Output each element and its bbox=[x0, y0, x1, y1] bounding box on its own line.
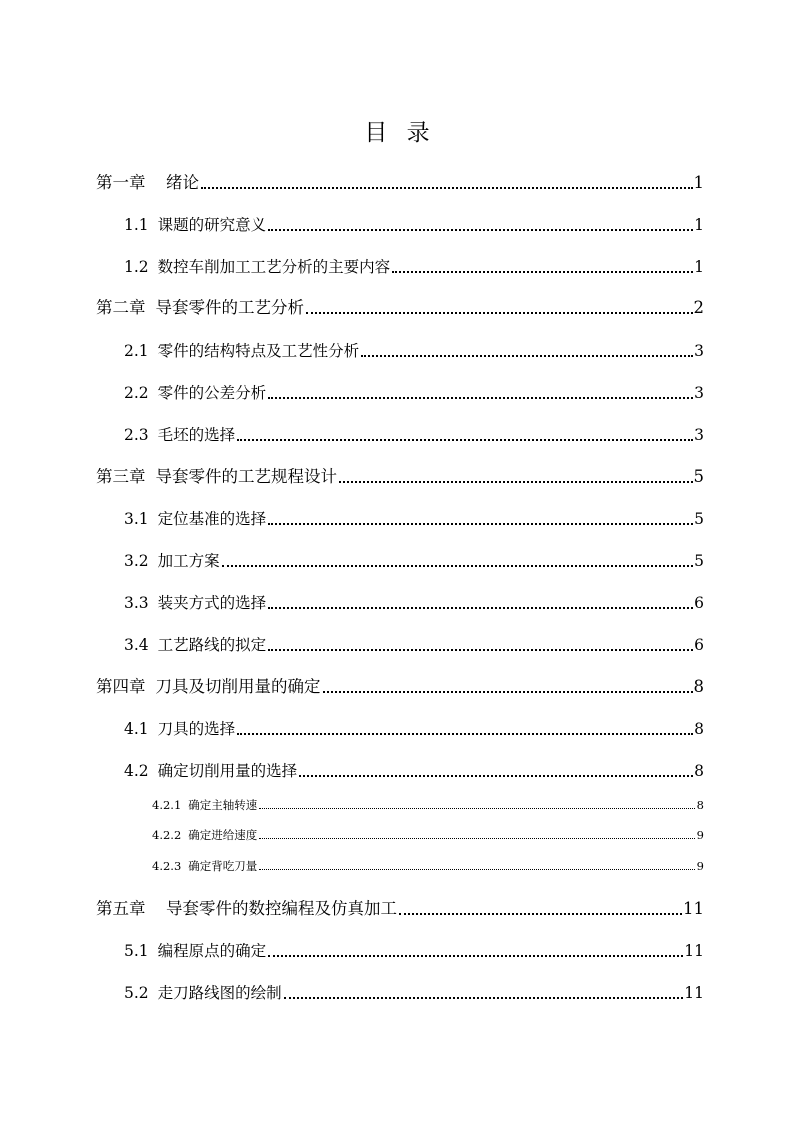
toc-entry[interactable] bbox=[152, 797, 704, 813]
toc-entry-number: 4.2 bbox=[124, 762, 149, 780]
toc-entry-page-number: 3 bbox=[694, 384, 704, 402]
dot-leader bbox=[392, 271, 693, 273]
toc-entry-label: 编程原点的确定 bbox=[157, 942, 267, 960]
toc-entry-label: 走刀路线图的绘制 bbox=[157, 984, 282, 1002]
toc-entry-label: 零件的公差分析 bbox=[157, 384, 267, 402]
toc-entry-page-number: 6 bbox=[694, 636, 704, 654]
dot-leader bbox=[268, 523, 693, 525]
dot-leader bbox=[323, 691, 693, 693]
dot-leader bbox=[268, 607, 693, 609]
toc-entry-label: 刀具的选择 bbox=[157, 720, 236, 738]
toc-entry[interactable] bbox=[124, 424, 704, 446]
toc-entry[interactable] bbox=[152, 858, 704, 874]
toc-entry-number: 3.4 bbox=[124, 636, 149, 654]
toc-entry-number: 4.2.1 bbox=[152, 798, 182, 812]
toc-entry-number: 5.2 bbox=[124, 984, 149, 1002]
dot-leader bbox=[339, 481, 693, 483]
toc-entry-label: 导套零件的工艺分析 bbox=[155, 298, 304, 317]
toc-entry-label: 加工方案 bbox=[157, 552, 220, 570]
toc-entry[interactable] bbox=[96, 676, 704, 698]
toc-entry[interactable] bbox=[124, 214, 704, 236]
toc-entry-page-number: 8 bbox=[696, 798, 704, 812]
dot-leader bbox=[306, 312, 693, 314]
dot-leader bbox=[237, 733, 693, 735]
toc-entry-page-number: 5 bbox=[694, 510, 704, 528]
toc-entry-label: 毛坯的选择 bbox=[157, 426, 236, 444]
toc-entry-label: 确定背吃刀量 bbox=[188, 859, 258, 873]
toc-entry[interactable] bbox=[96, 466, 704, 488]
toc-entry-number: 5.1 bbox=[124, 942, 149, 960]
toc-entry[interactable] bbox=[124, 592, 704, 614]
toc-title: 目 录 bbox=[364, 120, 436, 146]
dot-leader bbox=[284, 997, 684, 999]
toc-entry-number: 1.2 bbox=[124, 258, 149, 276]
toc-entry-page-number: 2 bbox=[693, 298, 704, 317]
toc-entry[interactable] bbox=[96, 297, 704, 319]
toc-entry-label: 导套零件的工艺规程设计 bbox=[155, 467, 337, 486]
toc-entry-label: 导套零件的数控编程及仿真加工 bbox=[155, 899, 397, 918]
toc-entry[interactable] bbox=[124, 940, 704, 962]
toc-entry[interactable] bbox=[124, 256, 704, 278]
dot-leader bbox=[259, 869, 695, 870]
toc-entry-page-number: 11 bbox=[684, 942, 704, 960]
toc-entry-page-number: 1 bbox=[693, 173, 704, 192]
toc-entry-number: 3.1 bbox=[124, 510, 149, 528]
toc-entry-label: 课题的研究意义 bbox=[157, 216, 267, 234]
toc-entry-page-number: 3 bbox=[694, 426, 704, 444]
toc-entry[interactable] bbox=[124, 982, 704, 1004]
dot-leader bbox=[268, 955, 683, 957]
dot-leader bbox=[237, 439, 693, 441]
toc-entry-page-number: 8 bbox=[694, 720, 704, 738]
dot-leader bbox=[361, 355, 693, 357]
toc-entry-number: 第三章 bbox=[96, 467, 146, 486]
toc-entry-label: 确定主轴转速 bbox=[188, 798, 258, 812]
toc-entry[interactable] bbox=[124, 508, 704, 530]
dot-leader bbox=[222, 565, 693, 567]
toc-entry[interactable] bbox=[124, 382, 704, 404]
toc-entry-number: 4.2.3 bbox=[152, 859, 182, 873]
toc-entry-page-number: 9 bbox=[696, 859, 704, 873]
toc-entry-page-number: 8 bbox=[694, 762, 704, 780]
toc-entry-label: 确定进给速度 bbox=[188, 828, 258, 842]
toc-entry-number: 1.1 bbox=[124, 216, 149, 234]
toc-entry-label: 绪论 bbox=[155, 173, 199, 192]
dot-leader bbox=[259, 808, 695, 809]
toc-entry-label: 装夹方式的选择 bbox=[157, 594, 267, 612]
toc-entry-page-number: 9 bbox=[696, 828, 704, 842]
toc-entry-number: 2.1 bbox=[124, 342, 149, 360]
toc-entry-label: 定位基准的选择 bbox=[157, 510, 267, 528]
toc-entry[interactable] bbox=[124, 634, 704, 656]
toc-entry-number: 第五章 bbox=[96, 899, 146, 918]
toc-entry-number: 4.2.2 bbox=[152, 828, 182, 842]
toc-entry-label: 确定切削用量的选择 bbox=[157, 762, 298, 780]
toc-entry-number: 3.2 bbox=[124, 552, 149, 570]
toc-entry-number: 4.1 bbox=[124, 720, 149, 738]
toc-entry-label: 刀具及切削用量的确定 bbox=[155, 677, 321, 696]
toc-entry-label: 零件的结构特点及工艺性分析 bbox=[157, 342, 360, 360]
dot-leader bbox=[268, 229, 693, 231]
toc-entry[interactable] bbox=[124, 718, 704, 740]
toc-entry-number: 第一章 bbox=[96, 173, 146, 192]
toc-entry-label: 数控车削加工工艺分析的主要内容 bbox=[157, 258, 391, 276]
dot-leader bbox=[268, 649, 693, 651]
toc-entry[interactable] bbox=[96, 172, 704, 194]
toc-entry-number: 2.2 bbox=[124, 384, 149, 402]
toc-entry[interactable] bbox=[124, 760, 704, 782]
toc-entry-page-number: 11 bbox=[683, 899, 704, 918]
dot-leader bbox=[399, 913, 682, 915]
toc-entry[interactable] bbox=[124, 340, 704, 362]
toc-entry[interactable] bbox=[152, 827, 704, 843]
toc-entry-page-number: 5 bbox=[694, 552, 704, 570]
toc-entry[interactable] bbox=[96, 898, 704, 920]
toc-entry-page-number: 6 bbox=[694, 594, 704, 612]
toc-entry-page-number: 11 bbox=[684, 984, 704, 1002]
toc-entry-page-number: 5 bbox=[693, 467, 704, 486]
toc-entry-number: 3.3 bbox=[124, 594, 149, 612]
toc-entry-page-number: 8 bbox=[693, 677, 704, 696]
toc-entry-number: 2.3 bbox=[124, 426, 149, 444]
toc-entry[interactable] bbox=[124, 550, 704, 572]
dot-leader bbox=[259, 838, 695, 839]
toc-entry-number: 第二章 bbox=[96, 298, 146, 317]
toc-entry-number: 第四章 bbox=[96, 677, 146, 696]
dot-leader bbox=[201, 187, 693, 189]
dot-leader bbox=[268, 397, 693, 399]
toc-entry-page-number: 1 bbox=[694, 216, 704, 234]
dot-leader bbox=[299, 775, 693, 777]
toc-entry-page-number: 3 bbox=[694, 342, 704, 360]
toc-entry-page-number: 1 bbox=[694, 258, 704, 276]
toc-entry-label: 工艺路线的拟定 bbox=[157, 636, 267, 654]
